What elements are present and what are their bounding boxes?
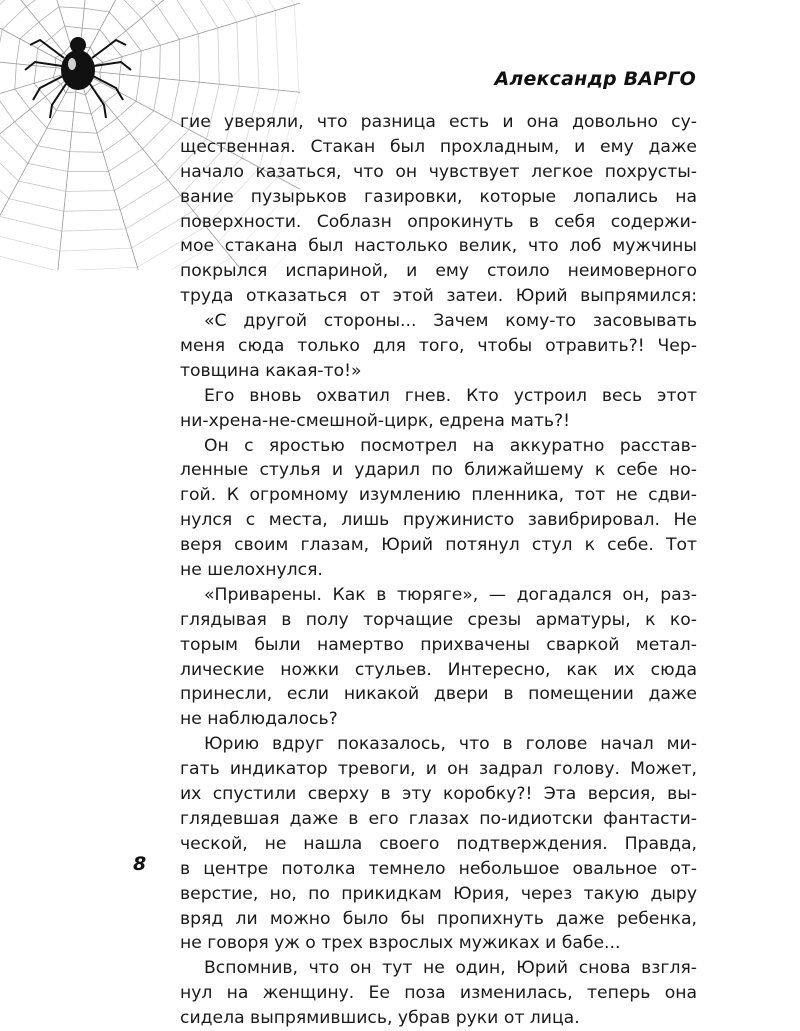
body-text — [180, 110, 697, 1031]
text-line: не шелохнулся. — [180, 560, 323, 581]
text-line: меня сюда только для того, чтобы отравить?! Чер- — [180, 336, 697, 357]
text-line: гие уверяли, что разница есть и она довольно су- — [180, 112, 697, 132]
text-line: торым были намертво прихвачены сваркой метал- — [180, 634, 697, 655]
page-number: 8 — [133, 853, 147, 875]
text-line: гой. К огромному изумлению пленника, тот не сдви- — [180, 485, 697, 506]
text-line: Вспомнив, что он тут не один, Юрий снова взгля- — [204, 958, 697, 979]
text-line: ленные стулья и ударил по ближайшему к себе но- — [180, 460, 697, 481]
text-line: мое стакана был настолько велик, что лоб мужчины — [180, 236, 697, 257]
text-line: вряд ли можно было бы пропихнуть даже ребенка, — [180, 908, 697, 929]
text-line: Он с яростью посмотрел на аккуратно расстав- — [204, 435, 697, 456]
text-line: начало казаться, что он чувствует легкое похрусты- — [180, 161, 697, 182]
text-line: Его вновь охватил гнев. Кто устроил весь этот — [204, 385, 697, 406]
text-line: покрылся испариной, и ему стоило неимоверного — [180, 261, 697, 282]
text-line: лические ножки стульев. Интересно, как их сюда — [180, 659, 697, 680]
text-line: их спустили сверху в эту коробку?! Эта версия, вы- — [180, 784, 697, 805]
text-line: труда отказаться от этой затеи. Юрий выпрямился: — [180, 286, 697, 307]
text-line: ческой, не нашла своего подтверждения. Правда, — [180, 833, 697, 854]
running-header-author: Александр ВАРГО — [494, 68, 696, 90]
text-line: щественная. Стакан был прохладным, и ему даже — [180, 136, 697, 157]
text-line: веря своим глазам, Юрий потянул стул к себе. Тот — [180, 535, 697, 556]
text-line: глядевшая даже в его глазах по-идиотски фантасти- — [180, 808, 697, 829]
text-line: глядывая в полу торчащие срезы арматуры, к ко- — [180, 609, 697, 630]
text-line: сидела выпрямившись, убрав руки от лица. — [180, 1008, 580, 1029]
text-line: вание пузырьков газировки, которые лопались на — [180, 186, 697, 207]
text-line: ни-хрена-не-смешной-цирк, едрена мать?! — [180, 410, 571, 431]
text-line: «Приварены. Как в тюряге», — догадался он, раз- — [204, 584, 697, 605]
text-line: Юрию вдруг показалось, что в голове начал ми- — [204, 734, 697, 755]
text-line: в центре потолка темнело небольшое овальное от- — [180, 858, 697, 879]
text-line: товщина какая-то!» — [180, 360, 362, 381]
text-line: принесли, если никакой двери в помещении даже — [180, 684, 697, 705]
text-line: верстие, но, по прикидкам Юрия, через такую дыру — [180, 883, 697, 904]
text-line: нулся с места, лишь пружинисто завибрировал. Не — [180, 510, 697, 531]
text-line: гать индикатор тревоги, и он задрал голову. Может, — [180, 759, 697, 780]
text-line: не говоря уж о трех взрослых мужиках и бабе... — [180, 933, 621, 954]
text-line: поверхности. Соблазн опрокинуть в себя содержи- — [180, 211, 697, 232]
text-line: не наблюдалось? — [180, 709, 338, 730]
text-line: нул на женщину. Ее поза изменилась, теперь она — [180, 983, 697, 1004]
text-line: «С другой стороны... Зачем кому-то засовывать — [204, 311, 697, 332]
